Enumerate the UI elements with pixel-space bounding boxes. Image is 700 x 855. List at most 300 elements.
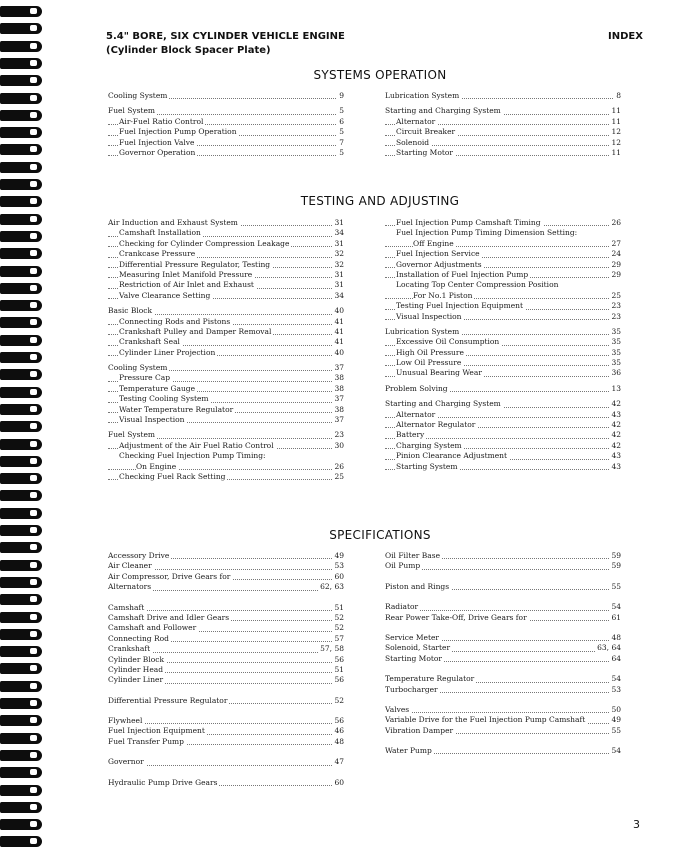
index-entry <box>108 138 344 148</box>
index-entry <box>385 674 621 684</box>
binding-hole <box>30 579 37 585</box>
systems-operation-right-column <box>385 91 621 158</box>
binding-loop <box>0 58 42 69</box>
systems-operation-left-column <box>108 91 344 158</box>
index-entry-page: 43 <box>611 409 621 419</box>
binding-loop <box>0 508 42 519</box>
index-entry <box>385 127 621 137</box>
binding-hole <box>30 354 37 360</box>
index-entry-label: Hydraulic Pump Drive Gears <box>108 777 218 787</box>
binding-loop <box>0 421 42 432</box>
binding-loop <box>0 266 42 277</box>
index-entry <box>108 249 344 259</box>
index-entry <box>385 410 621 420</box>
index-entry-label: Cooling System <box>108 363 168 373</box>
index-entry-page: 35 <box>611 337 621 347</box>
binding-loop <box>0 369 42 380</box>
binding-hole <box>30 112 37 118</box>
index-entry-page: 32 <box>334 249 344 259</box>
index-entry-page: 23 <box>611 301 621 311</box>
index-entry <box>108 778 344 788</box>
binding-loop <box>0 110 42 121</box>
index-entry-label: Differential Pressure Regulator <box>108 695 228 705</box>
index-entry-label: For No.1 Piston <box>413 290 473 300</box>
page-number: 3 <box>633 818 640 831</box>
index-entry <box>108 348 344 358</box>
binding-hole <box>30 216 37 222</box>
index-entry-page: 54 <box>611 746 621 756</box>
index-entry-label: Cylinder Liner Projection <box>119 347 216 357</box>
index-entry-page: 30 <box>334 440 344 450</box>
index-entry-label: Crankshaft <box>108 644 151 654</box>
index-entry-page: 5 <box>339 127 344 137</box>
index-entry-page: 55 <box>611 581 621 591</box>
index-entry-page: 6 <box>339 116 344 126</box>
index-entry-page: 5 <box>339 106 344 116</box>
index-entry-page: 54 <box>611 674 621 684</box>
index-entry-page: 51 <box>334 602 344 612</box>
index-entry-page: 57, 58 <box>320 644 344 654</box>
binding-hole <box>30 129 37 135</box>
index-entry-page: 43 <box>611 461 621 471</box>
index-entry-label: Locating Top Center Compression Position <box>396 280 559 290</box>
index-entry-page: 52 <box>334 695 344 705</box>
index-entry-page: 53 <box>334 561 344 571</box>
binding-loop <box>0 283 42 294</box>
index-entry-label: Fuel System <box>108 430 156 440</box>
binding-hole <box>30 492 37 498</box>
binding-hole <box>30 285 37 291</box>
index-entry-page: 54 <box>611 602 621 612</box>
index-entry <box>385 106 621 116</box>
binding-loop <box>0 144 42 155</box>
index-entry-page: 37 <box>334 394 344 404</box>
index-entry <box>108 291 344 301</box>
binding-hole <box>30 735 37 741</box>
index-entry-page: 31 <box>334 218 344 227</box>
binding-loop <box>0 300 42 311</box>
index-entry-label: Governor Operation <box>119 147 196 157</box>
index-entry-page: 9 <box>339 91 344 100</box>
index-entry-label: Radiator <box>385 602 419 612</box>
index-entry <box>385 270 621 280</box>
index-entry <box>385 643 621 653</box>
index-entry <box>108 394 344 404</box>
index-entry-label: Fuel Injection Pump Operation <box>119 127 237 137</box>
index-entry <box>385 633 621 643</box>
index-entry-page: 31 <box>334 280 344 290</box>
index-entry-page: 50 <box>611 704 621 714</box>
binding-loop <box>0 612 42 623</box>
index-entry-label: Connecting Rod <box>108 633 169 643</box>
binding-hole <box>30 562 37 568</box>
index-entry-page: 64 <box>611 653 621 663</box>
index-entry-label: Air Cleaner <box>108 561 152 571</box>
index-entry <box>108 415 344 425</box>
index-entry-label: Governor Adjustments <box>396 259 482 269</box>
index-entry <box>385 654 621 664</box>
index-entry-page: 38 <box>334 373 344 383</box>
index-entry <box>108 270 344 280</box>
index-entry-page: 59 <box>611 561 621 571</box>
index-entry-label: Governor <box>108 757 144 767</box>
index-entry-label: Cylinder Liner <box>108 675 164 685</box>
index-entry-page: 52 <box>334 623 344 633</box>
index-entry <box>108 91 344 101</box>
binding-hole <box>30 371 37 377</box>
section-title-specifications: SPECIFICATIONS <box>329 528 431 542</box>
index-entry-label: Testing Fuel Injection Equipment <box>396 301 523 311</box>
binding-hole <box>30 700 37 706</box>
index-entry-page: 11 <box>611 116 621 126</box>
binding-loop <box>0 698 42 709</box>
binding-hole <box>30 164 37 170</box>
binding-loop <box>0 179 42 190</box>
index-entry-page: 41 <box>334 337 344 347</box>
index-entry-page: 51 <box>334 664 344 674</box>
index-entry-label: Variable Drive for the Fuel Injection Pump Camshaft <box>385 715 586 725</box>
index-entry <box>108 228 344 238</box>
index-entry <box>385 582 621 592</box>
binding-loop <box>0 127 42 138</box>
binding-loop <box>0 6 42 17</box>
binding-hole <box>30 665 37 671</box>
binding-loop <box>0 335 42 346</box>
index-entry-page: 48 <box>334 736 344 746</box>
index-entry-label: Starting and Charging System <box>385 106 501 116</box>
index-entry-label: Crankshaft Pulley and Damper Removal <box>119 326 272 336</box>
index-entry <box>385 384 621 394</box>
index-entry-label: Air Compressor, Drive Gears for <box>108 571 231 581</box>
binding-hole <box>30 389 37 395</box>
binding-hole <box>30 527 37 533</box>
index-entry <box>108 582 344 592</box>
index-entry-page: 43 <box>611 451 621 461</box>
binding-hole <box>30 648 37 654</box>
binding-loop <box>0 681 42 692</box>
index-entry <box>108 696 344 706</box>
binding-hole <box>30 60 37 66</box>
binding-loop <box>0 542 42 553</box>
index-entry <box>108 462 344 472</box>
index-entry-page: 42 <box>611 440 621 450</box>
index-entry-label: Fuel Injection Pump Timing Dimension Setting: <box>396 228 578 238</box>
index-entry-page: 41 <box>334 316 344 326</box>
index-entry-page: 32 <box>334 259 344 269</box>
index-entry <box>108 665 344 675</box>
binding-loop <box>0 733 42 744</box>
index-entry-page: 13 <box>611 383 621 393</box>
binding-loop <box>0 196 42 207</box>
binding-loop <box>0 525 42 536</box>
binding-hole <box>30 77 37 83</box>
binding-loop <box>0 93 42 104</box>
binding-loop <box>0 23 42 34</box>
index-entry-label: Cylinder Head <box>108 664 164 674</box>
binding-hole <box>30 302 37 308</box>
index-entry-page: 41 <box>334 326 344 336</box>
binding-loop <box>0 41 42 52</box>
section-title-systems-operation: SYSTEMS OPERATION <box>313 68 447 82</box>
index-entry-label: Fuel Injection Valve <box>119 137 195 147</box>
specifications-left-column <box>108 551 344 788</box>
binding-hole <box>30 423 37 429</box>
index-entry-page: 27 <box>611 238 621 248</box>
binding-loop <box>0 387 42 398</box>
index-entry <box>385 685 621 695</box>
index-entry-page: 49 <box>334 551 344 560</box>
index-entry-page: 26 <box>334 461 344 471</box>
index-entry-label: High Oil Pressure <box>396 347 464 357</box>
index-entry <box>108 644 344 654</box>
index-entry <box>385 260 621 270</box>
index-entry-page: 5 <box>339 147 344 157</box>
index-entry-label: Differential Pressure Regulator, Testing <box>119 259 271 269</box>
binding-loop <box>0 836 42 847</box>
index-entry-page: 49 <box>611 715 621 725</box>
index-entry-page: 23 <box>334 430 344 440</box>
index-entry-label: Fuel Injection Equipment <box>108 726 205 736</box>
index-entry <box>108 148 344 158</box>
index-entry-page: 42 <box>611 430 621 440</box>
index-entry-label: Valve Clearance Setting <box>119 290 211 300</box>
index-entry-page: 42 <box>611 420 621 430</box>
index-entry-label: Water Pump <box>385 746 432 756</box>
index-entry-label: Fuel Transfer Pump <box>108 736 184 746</box>
index-entry-label: Cylinder Block <box>108 654 164 664</box>
index-entry-page: 35 <box>611 347 621 357</box>
index-entry-label: Pressure Cap <box>119 373 171 383</box>
testing-adjusting-right-column <box>385 218 621 472</box>
index-entry-label: Air-Fuel Ratio Control <box>119 116 204 126</box>
section-title-testing-adjusting: TESTING AND ADJUSTING <box>300 194 460 208</box>
index-entry-page: 35 <box>611 326 621 336</box>
binding-hole <box>30 43 37 49</box>
index-entry <box>385 348 621 358</box>
index-entry-page: 23 <box>611 311 621 321</box>
index-entry-page: 31 <box>334 238 344 248</box>
index-entry-label: Water Temperature Regulator <box>119 404 234 414</box>
index-entry-label: Basic Block <box>108 306 152 316</box>
index-entry <box>385 602 621 612</box>
index-entry <box>385 337 621 347</box>
binding-loop <box>0 629 42 640</box>
index-entry <box>108 337 344 347</box>
binding-hole <box>30 233 37 239</box>
index-entry-page: 12 <box>611 127 621 137</box>
binding-loop <box>0 490 42 501</box>
binding-hole <box>30 821 37 827</box>
index-entry-label: Visual Inspection <box>396 311 462 321</box>
index-entry-label: Low Oil Pressure <box>396 358 462 368</box>
index-entry <box>385 249 621 259</box>
index-entry-label: Checking for Cylinder Compression Leakage <box>119 238 290 248</box>
index-entry-label: Adjustment of the Air Fuel Ratio Control <box>119 440 274 450</box>
index-entry-page: 56 <box>334 675 344 685</box>
binding-hole <box>30 683 37 689</box>
index-entry <box>108 363 344 373</box>
binding-hole <box>30 319 37 325</box>
index-entry-label: On Engine <box>136 461 177 471</box>
index-entry-label: Crankcase Pressure <box>119 249 196 259</box>
binding-hole <box>30 250 37 256</box>
index-entry-label: Lubrication System <box>385 326 460 336</box>
index-entry-label: Checking Fuel Rack Setting <box>119 471 226 481</box>
binding-hole <box>30 544 37 550</box>
index-entry-label: Starting System <box>396 461 458 471</box>
binding-hole <box>30 475 37 481</box>
index-entry <box>385 399 621 409</box>
index-entry <box>385 561 621 571</box>
index-entry-page: 60 <box>334 777 344 787</box>
index-entry-label: Pinion Clearance Adjustment <box>396 451 507 461</box>
index-entry-label: Fuel System <box>108 106 156 116</box>
index-entry <box>108 757 344 767</box>
index-entry-label: Starting and Charging System <box>385 399 501 409</box>
binding-loop <box>0 162 42 173</box>
index-entry-label: Restriction of Air Inlet and Exhaust <box>119 280 254 290</box>
index-entry-page: 46 <box>334 726 344 736</box>
index-entry-page: 37 <box>334 363 344 373</box>
index-entry <box>385 551 621 561</box>
index-entry <box>385 148 621 158</box>
index-entry <box>385 705 621 715</box>
index-entry <box>385 420 621 430</box>
index-entry <box>108 430 344 440</box>
index-entry-page: 36 <box>611 368 621 378</box>
index-entry-label: Circuit Breaker <box>396 127 456 137</box>
index-entry-label: Crankshaft Seal <box>119 337 180 347</box>
binding-loop <box>0 231 42 242</box>
index-entry-page: 55 <box>611 725 621 735</box>
index-label: INDEX <box>608 31 643 42</box>
index-entry-label: Cooling System <box>108 91 168 100</box>
index-entry-label: Alternator <box>396 409 436 419</box>
index-entry-page: 47 <box>334 757 344 767</box>
index-entry-label: Installation of Fuel Injection Pump <box>396 269 529 279</box>
index-entry-page: 40 <box>334 306 344 316</box>
index-entry-label: Flywheel <box>108 716 143 726</box>
index-entry <box>108 239 344 249</box>
index-entry-label: Rear Power Take-Off, Drive Gears for <box>385 612 527 622</box>
index-entry <box>108 737 344 747</box>
binding-loop <box>0 560 42 571</box>
index-entry <box>108 634 344 644</box>
binding-loop <box>0 214 42 225</box>
index-entry <box>385 430 621 440</box>
index-entry-page: 29 <box>611 259 621 269</box>
index-entry <box>385 441 621 451</box>
index-entry <box>385 218 621 228</box>
index-entry-label: Visual Inspection <box>119 415 185 425</box>
document-subtitle: (Cylinder Block Spacer Plate) <box>106 45 271 56</box>
binding-hole <box>30 25 37 31</box>
index-entry-page: 40 <box>334 347 344 357</box>
index-entry-page: 7 <box>339 137 344 147</box>
index-entry-label: Problem Solving <box>385 383 448 393</box>
index-entry-label: Solenoid, Starter <box>385 643 451 653</box>
index-entry-label: Oil Filter Base <box>385 551 441 560</box>
index-entry-page: 57 <box>334 633 344 643</box>
binding-hole <box>30 769 37 775</box>
index-entry <box>108 655 344 665</box>
binding-hole <box>30 510 37 516</box>
index-entry <box>108 551 344 561</box>
index-entry <box>108 405 344 415</box>
index-entry <box>108 623 344 633</box>
index-entry-page: 38 <box>334 404 344 414</box>
index-entry-page: 42 <box>611 399 621 409</box>
spiral-binding <box>0 0 46 855</box>
index-entry-page: 53 <box>611 684 621 694</box>
index-entry <box>108 613 344 623</box>
index-entry <box>108 561 344 571</box>
binding-hole <box>30 268 37 274</box>
index-entry-page: 25 <box>334 471 344 481</box>
index-entry-page: 60 <box>334 571 344 581</box>
index-entry <box>108 603 344 613</box>
binding-hole <box>30 717 37 723</box>
index-entry-page: 34 <box>334 290 344 300</box>
index-entry-page: 61 <box>611 612 621 622</box>
index-entry-label: Checking Fuel Injection Pump Timing: <box>119 451 266 461</box>
index-entry <box>108 327 344 337</box>
binding-hole <box>30 181 37 187</box>
index-entry-page: 11 <box>611 147 621 157</box>
index-entry-label: Vibration Damper <box>385 725 454 735</box>
binding-hole <box>30 631 37 637</box>
binding-hole <box>30 787 37 793</box>
index-entry <box>108 106 344 116</box>
index-entry-label: Starting Motor <box>385 653 442 663</box>
index-entry <box>385 462 621 472</box>
index-entry-label: Service Meter <box>385 632 439 642</box>
index-entry <box>108 716 344 726</box>
binding-loop <box>0 715 42 726</box>
index-entry <box>385 613 621 623</box>
binding-hole <box>30 146 37 152</box>
index-entry-label: Connecting Rods and Pistons <box>119 316 231 326</box>
binding-loop <box>0 248 42 259</box>
index-entry-label: Turbocharger <box>385 684 438 694</box>
binding-loop <box>0 802 42 813</box>
binding-loop <box>0 473 42 484</box>
index-entry-page: 31 <box>334 269 344 279</box>
binding-loop <box>0 750 42 761</box>
index-entry-page: 37 <box>334 415 344 425</box>
index-entry-label: Unusual Bearing Wear <box>396 368 482 378</box>
index-entry <box>108 441 344 451</box>
index-entry-label: Fuel Injection Service <box>396 249 480 259</box>
index-entry-label: Charging System <box>396 440 462 450</box>
index-entry <box>108 373 344 383</box>
binding-hole <box>30 614 37 620</box>
index-entry-page: 29 <box>611 269 621 279</box>
index-entry <box>385 239 621 249</box>
index-entry-page: 38 <box>334 383 344 393</box>
index-entry-page: 35 <box>611 358 621 368</box>
index-entry-page: 12 <box>611 137 621 147</box>
index-entry-label: Measuring Inlet Manifold Pressure <box>119 269 253 279</box>
index-entry-label: Alternator <box>396 116 436 126</box>
index-entry <box>385 301 621 311</box>
binding-hole <box>30 198 37 204</box>
index-entry <box>108 260 344 270</box>
index-entry <box>108 572 344 582</box>
binding-hole <box>30 752 37 758</box>
specifications-right-column <box>385 551 621 756</box>
binding-loop <box>0 456 42 467</box>
